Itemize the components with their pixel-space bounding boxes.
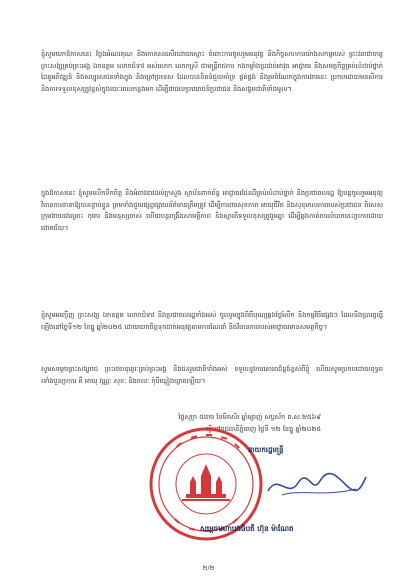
signer-name: សម្តេចមហាបវរធិបតី ហ៊ុន ម៉ាណែត (200, 524, 294, 533)
letter-paragraph-3: ខ្ញុំសូមអញ្ជើញ ព្រះសង្ឃ ឯកឧត្តម លោកជំទាវ និងប្រជាពលរដ្ឋទាំងអស់ ចូលរួមក្នុងពិធីបុណ្យឆ្លងថ្ងៃរំលឹក និងកម្មវិធីផ្សេងៗ ដែលនឹងប្រារព្ធធ្វើឡើងនៅថ្ងៃទី១២ ខែធ្នូ ឆ្នាំ២០២៥ ដោយយកចិត្តទុកដាក់អនុវត្តតាមការណែនាំ និងវិធានការរបស់អាជ្ញាធរមានសមត្ថកិច្ច។ (41, 311, 383, 331)
letter-paragraph-2: ក្នុងឱកាសនេះ ខ្ញុំសូមលើកទឹកចិត្ត និងអំពាវនាវដល់ក្រសួង ស្ថាប័នពាក់ព័ន្ធ អាជ្ញាធរដែនដីគ្រប់លំដាប់ថ្នាក់ និងប្រជាពលរដ្ឋ ឱ្យបន្តចូលរួមអនុវត្តវិធានការនានាឱ្យបានខ្ជាប់ខ្ជួន ព្រមទាំងជួយផ្សព្វផ្សាយព័ត៌មានត្រឹមត្រូវ ដើម្បីការពារសុខភាព អាយុជីវិត និងសុខុមាលភាពរបស់ប្រជាជន ពិសេសក្រុមងាយរងគ្រោះ កុមារ និងមនុស្សចាស់ ហើយបន្តពង្រឹងសាមគ្គីភាព និងស្មារតីទទួលខុសត្រូវរួមគ្នា ដើម្បីឆ្លងកាត់ការលំបាកនេះប្រកបដោយជោគជ័យ។ (41, 189, 383, 232)
signer-title: នាយករដ្ឋមន្ត្រី (248, 446, 284, 454)
solar-date: ធ្វើនៅរាជធានីភ្នំពេញ ថ្ងៃទី ១២ ខែធ្នូ ឆ្នាំ២០២៥ (205, 425, 321, 433)
lunar-date: ថ្ងៃសុក្រ ៥រោច ខែមិគសិរ ឆ្នាំម្សាញ់ សប្តស័ក ព.ស.២៥៦៩ (178, 413, 321, 421)
handwritten-signature-icon (260, 465, 370, 505)
page-number: ២/២ (202, 564, 215, 572)
letter-paragraph-4: សូមសម្ដេចព្រះសង្ឃរាជ ព្រះថេរានុត្ថេរៈគ្រប់ព្រះអង្គ និងជនរួមជាតិទាំងអស់ ទទួលនូវការគោរពដ៏ខ្ពង់ខ្ពស់ពីខ្ញុំ ហើយសូមប្រកបដោយពុទ្ធពរទាំងបួនប្រការ គឺ អាយុ វណ្ណៈ សុខៈ និងពលៈ កុំបីឃ្លៀងឃ្លាតឡើយ។ (41, 365, 383, 385)
letter-paragraph-1: ខ្ញុំសូមយកឱកាសនេះ ថ្លែងអំណរគុណ និងកោតសរសើរដោយស្មោះ ចំពោះការចូលរួមអនុវត្ត និងកិច្ចសហការយ៉ាងសកម្មរបស់ ព្រះវររាជាចារ្យ ព្រះសង្ឃគ្រប់ព្រះអង្គ ឯកឧត្តម លោកជំទាវ អស់លោក លោកស្រី ជាមន្ត្រីរាជការ កងកម្លាំងប្រដាប់អាវុធ អាជ្ញាធរ និងសមត្ថកិច្ចគ្រប់លំដាប់ថ្នាក់ ដៃគូអភិវឌ្ឍន៍ និងសប្បុរសជនទាំងក្នុង និងក្រៅប្រទេស ដែលបានខិតខំជួយគាំទ្រ ផ្គត់ផ្គង់ និងរួមចំណែកក្នុងការងារនេះ ប្រកបដោយមនសិការ និងការទទួលខុសត្រូវខ្ពស់ក្នុងរយៈពេលកន្លងមក ដើម្បីជាផលប្រយោជន៍ប្រជាជន និងសង្គមជាតិទាំងមូល។ (41, 50, 383, 93)
